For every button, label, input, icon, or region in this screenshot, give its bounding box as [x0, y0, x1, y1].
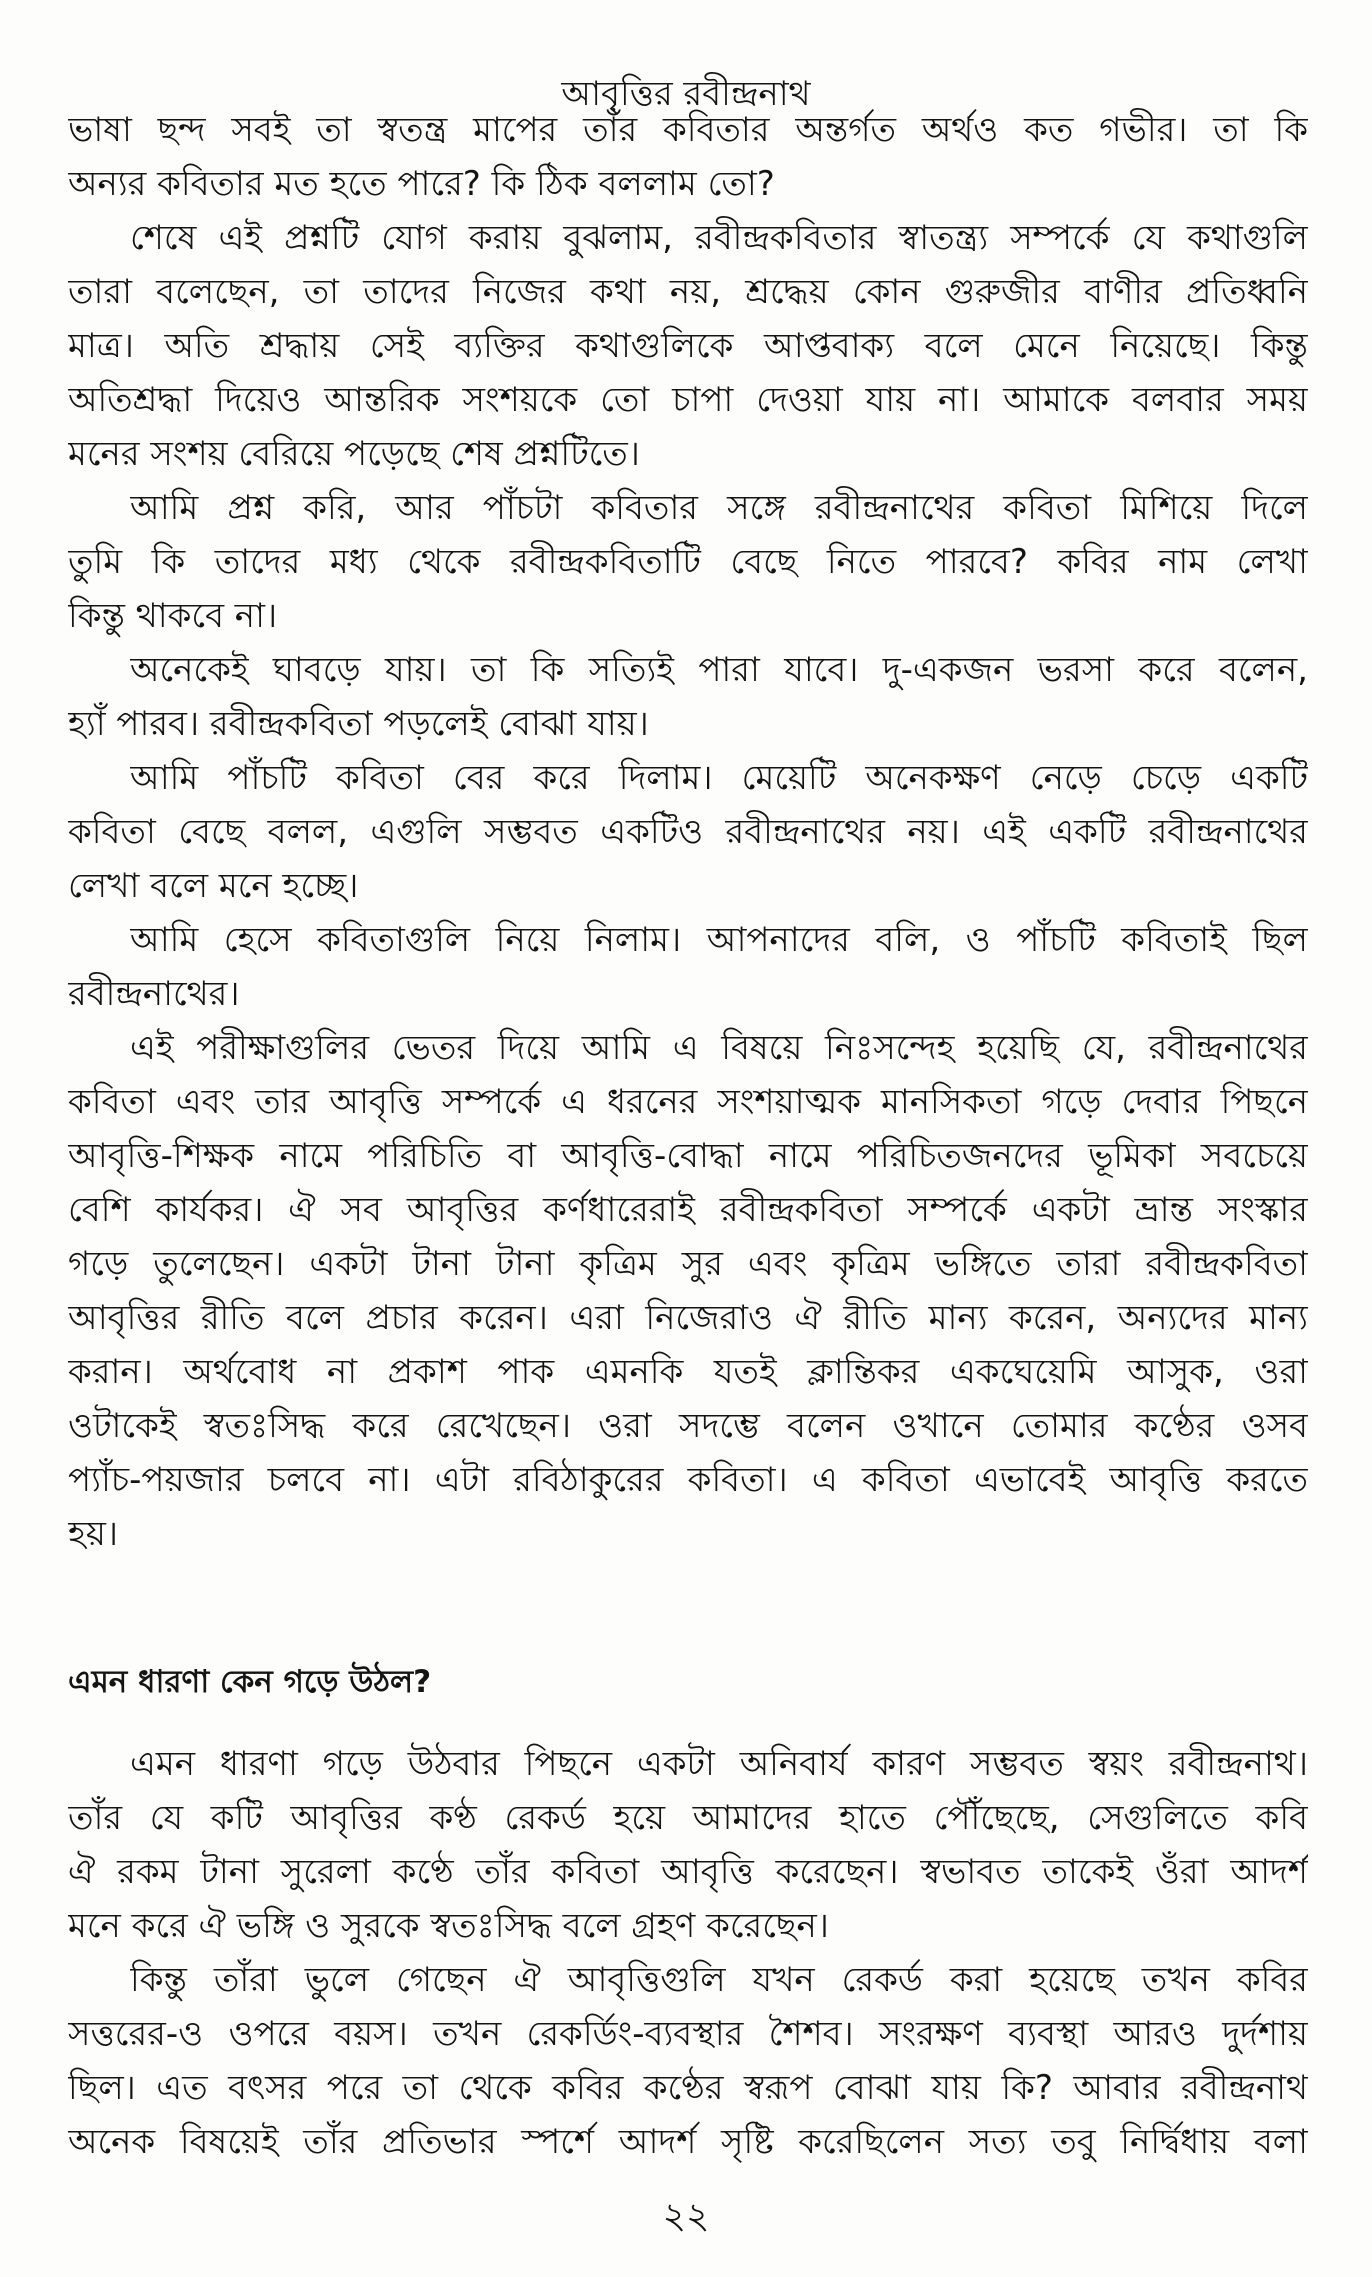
text-line: রবীন্দ্রনাথের।	[68, 974, 240, 1014]
text-line: আবৃত্তি-শিক্ষক নামে পরিচিতি বা আবৃত্তি-বোদ্ধা নামে পরিচিতজনদের ভূমিকা সবচেয়ে	[68, 1136, 1308, 1176]
text-line: ওটাকেই স্বতঃসিদ্ধ করে রেখেছেন। ওরা সদম্ভে বলেন ওখানে তোমার কণ্ঠের ওসব	[68, 1406, 1308, 1446]
text-line: আমি প্রশ্ন করি, আর পাঁচটা কবিতার সঙ্গে রবীন্দ্রনাথের কবিতা মিশিয়ে দিলে	[130, 488, 1308, 528]
section-heading: এমন ধারণা কেন গড়ে উঠল?	[68, 1664, 432, 1700]
text-line: তুমি কি তাদের মধ্য থেকে রবীন্দ্রকবিতাটি বেছে নিতে পারবে? কবির নাম লেখা	[68, 542, 1308, 582]
text-line: অতিশ্রদ্ধা দিয়েও আন্তরিক সংশয়কে তো চাপা দেওয়া যায় না। আমাকে বলবার সময়	[68, 380, 1308, 420]
text-line: আমি হেসে কবিতাগুলি নিয়ে নিলাম। আপনাদের বলি, ও পাঁচটি কবিতাই ছিল	[130, 920, 1308, 960]
text-line: আমি পাঁচটি কবিতা বের করে দিলাম। মেয়েটি অনেকক্ষণ নেড়ে চেড়ে একটি	[130, 758, 1308, 798]
text-line: কিন্তু থাকবে না।	[68, 596, 278, 636]
text-line: মনের সংশয় বেরিয়ে পড়েছে শেষ প্রশ্নটিতে।	[68, 434, 640, 474]
text-line: ভাষা ছন্দ সবই তা স্বতন্ত্র মাপের তাঁর কবিতার অন্তর্গত অর্থও কত গভীর। তা কি	[68, 110, 1308, 150]
text-line: এই পরীক্ষাগুলির ভেতর দিয়ে আমি এ বিষয়ে নিঃসন্দেহ হয়েছি যে, রবীন্দ্রনাথের	[130, 1028, 1308, 1068]
text-line: লেখা বলে মনে হচ্ছে।	[68, 866, 359, 906]
text-line: আবৃত্তির রীতি বলে প্রচার করেন। এরা নিজেরাও ঐ রীতি মান্য করেন, অন্যদের মান্য	[68, 1298, 1308, 1338]
text-line: সত্তরের-ও ওপরে বয়স। তখন রেকর্ডিং-ব্যবস্থার শৈশব। সংরক্ষণ ব্যবস্থা আরও দুর্দশায়	[68, 2014, 1308, 2054]
text-line: ঐ রকম টানা সুরেলা কণ্ঠে তাঁর কবিতা আবৃত্তি করেছেন। স্বভাবত তাকেই ওঁরা আদর্শ	[68, 1852, 1308, 1892]
text-line: ছিল। এত বৎসর পরে তা থেকে কবির কণ্ঠের স্বরূপ বোঝা যায় কি? আবার রবীন্দ্রনাথ	[68, 2068, 1308, 2108]
text-line: এমন ধারণা গড়ে উঠবার পিছনে একটা অনিবার্য কারণ সম্ভবত স্বয়ং রবীন্দ্রনাথ।	[130, 1744, 1308, 1784]
text-line: অন্যর কবিতার মত হতে পারে? কি ঠিক বললাম তো?	[68, 164, 775, 204]
text-line: কবিতা বেছে বলল, এগুলি সম্ভবত একটিও রবীন্দ্রনাথের নয়। এই একটি রবীন্দ্রনাথের	[68, 812, 1308, 852]
text-line: মাত্র। অতি শ্রদ্ধায় সেই ব্যক্তির কথাগুলিকে আপ্তবাক্য বলে মেনে নিয়েছে। কিন্তু	[68, 326, 1308, 366]
text-line: বেশি কার্যকর। ঐ সব আবৃত্তির কর্ণধারেরাই রবীন্দ্রকবিতা সম্পর্কে একটা ভ্রান্ত সংস্কার	[68, 1190, 1308, 1230]
text-line: হ্যাঁ পারব। রবীন্দ্রকবিতা পড়লেই বোঝা যায়।	[68, 704, 649, 744]
text-line: হয়।	[68, 1514, 119, 1554]
text-line: করান। অর্থবোধ না প্রকাশ পাক এমনকি যতই ক্লান্তিকর একঘেয়েমি আসুক, ওরা	[68, 1352, 1308, 1392]
text-line: তারা বলেছেন, তা তাদের নিজের কথা নয়, শ্রদ্ধেয় কোন গুরুজীর বাণীর প্রতিধ্বনি	[68, 272, 1308, 312]
text-line: গড়ে তুলেছেন। একটা টানা টানা কৃত্রিম সুর এবং কৃত্রিম ভঙ্গিতে তারা রবীন্দ্রকবিতা	[68, 1244, 1308, 1284]
running-header: আবৃত্তির রবীন্দ্রনাথ	[561, 74, 811, 114]
text-line: অনেকেই ঘাবড়ে যায়। তা কি সত্যিই পারা যাবে। দু-একজন ভরসা করে বলেন,	[130, 650, 1308, 690]
page-number: ২২	[662, 2196, 710, 2237]
text-line: তাঁর যে কটি আবৃত্তির কণ্ঠ রেকর্ড হয়ে আমাদের হাতে পৌঁছেছে, সেগুলিতে কবি	[68, 1798, 1308, 1838]
text-line: কবিতা এবং তার আবৃত্তি সম্পর্কে এ ধরনের সংশয়াত্মক মানসিকতা গড়ে দেবার পিছনে	[68, 1082, 1308, 1122]
text-line: শেষে এই প্রশ্নটি যোগ করায় বুঝলাম, রবীন্দ্রকবিতার স্বাতন্ত্র্য সম্পর্কে যে কথাগুলি	[130, 218, 1308, 258]
text-line: কিন্তু তাঁরা ভুলে গেছেন ঐ আবৃত্তিগুলি যখন রেকর্ড করা হয়েছে তখন কবির	[130, 1960, 1308, 2000]
text-line: মনে করে ঐ ভঙ্গি ও সুরকে স্বতঃসিদ্ধ বলে গ্রহণ করেছেন।	[68, 1906, 829, 1946]
text-line: প্যাঁচ-পয়জার চলবে না। এটা রবিঠাকুরের কবিতা। এ কবিতা এভাবেই আবৃত্তি করতে	[68, 1460, 1308, 1500]
text-line: অনেক বিষয়েই তাঁর প্রতিভার স্পর্শে আদর্শ সৃষ্টি করেছিলেন সত্য তবু নির্দ্বিধায় বলা	[68, 2122, 1308, 2162]
